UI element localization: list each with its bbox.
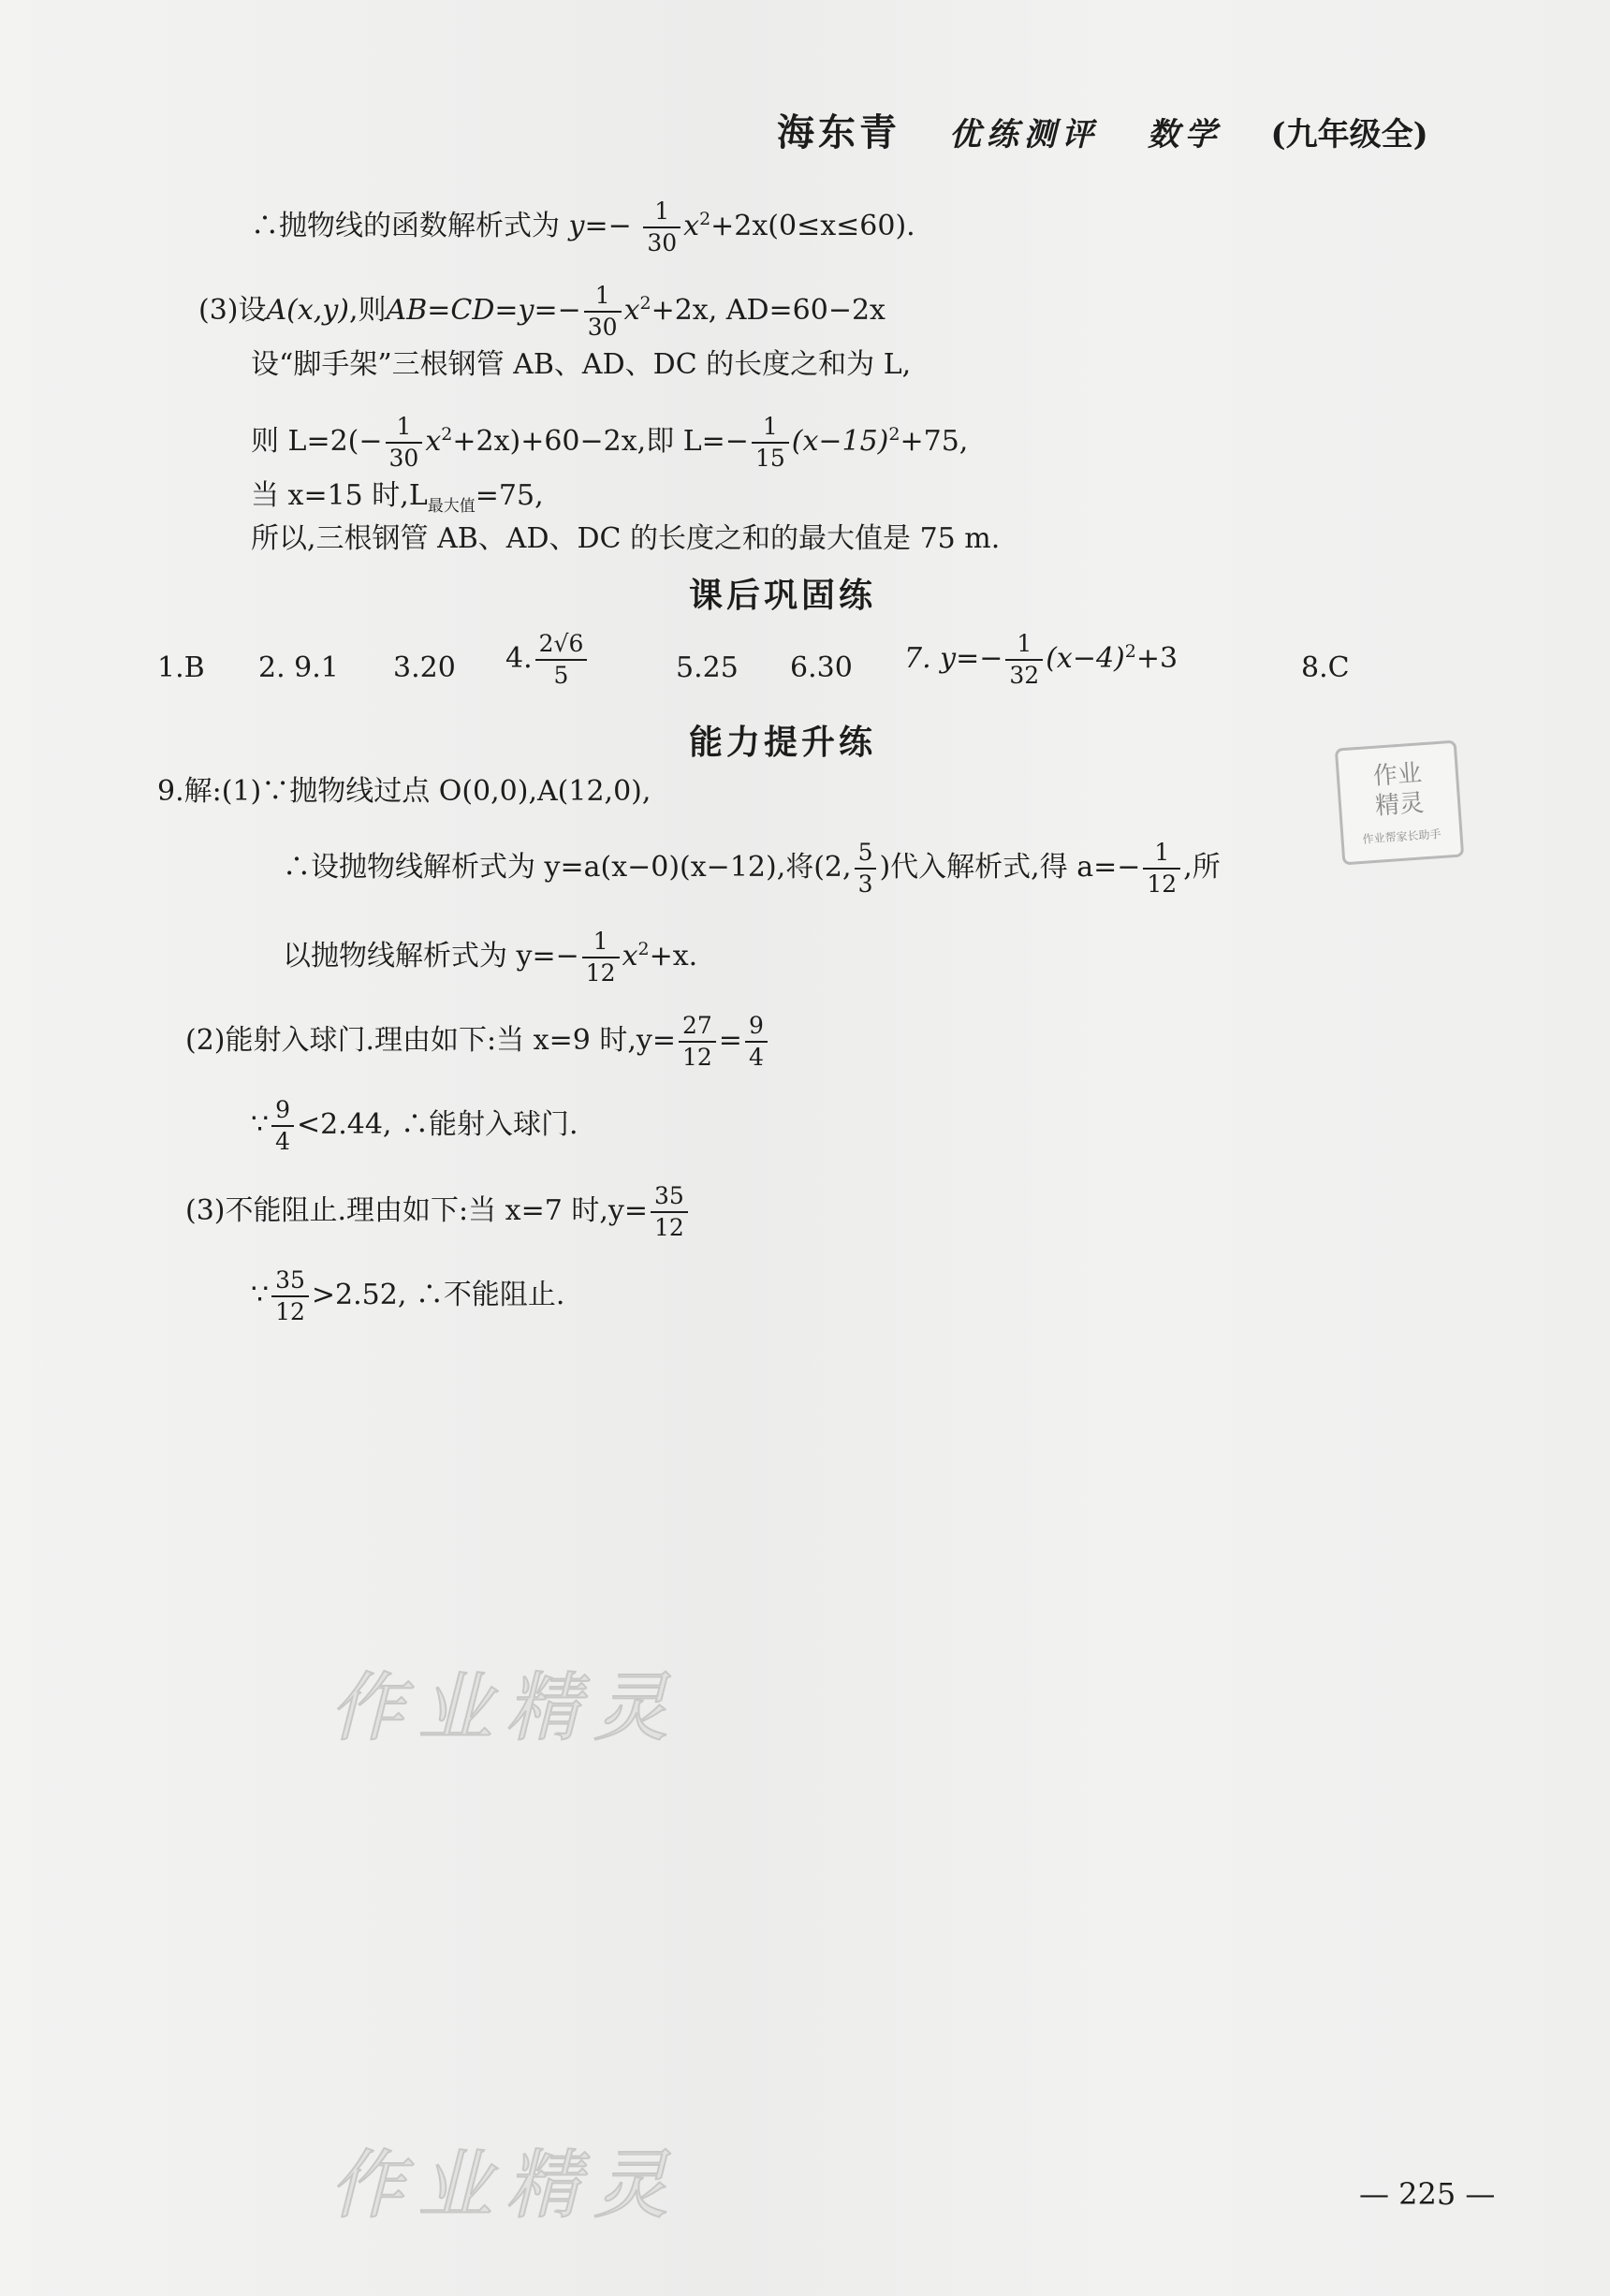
text: =75, — [475, 479, 544, 512]
numerator: 1 — [582, 927, 620, 958]
text: ∴设抛物线解析式为 y=a(x−0)(x−12),将(2, — [283, 851, 852, 884]
answer-line — [283, 838, 1221, 899]
stamp-caption: 作业帮家长助手 — [1362, 826, 1442, 846]
exponent: 2 — [699, 209, 711, 229]
subscript: 最大值 — [427, 497, 476, 516]
math: (x−15) — [791, 425, 889, 458]
denominator: 30 — [647, 229, 678, 256]
answer-8: 8.C — [1301, 651, 1350, 684]
denominator: 12 — [1147, 870, 1178, 898]
numerator: 35 — [651, 1181, 688, 1213]
fraction — [535, 629, 588, 691]
text: ∵ — [251, 1279, 270, 1311]
denominator: 32 — [1009, 662, 1040, 689]
watermark: 作业精灵 — [329, 2142, 681, 2229]
stamp-text: 精灵 — [1374, 789, 1426, 821]
fraction — [271, 1095, 294, 1157]
exponent: 2 — [888, 424, 900, 445]
text: = — [718, 1024, 742, 1057]
watermark: 作业精灵 — [329, 1664, 681, 1751]
stamp-text: 作业 — [1371, 759, 1423, 791]
answer-line — [251, 412, 968, 474]
fraction — [679, 1011, 716, 1073]
answer-line — [198, 281, 886, 343]
page-header — [777, 103, 1428, 156]
fraction — [651, 1181, 688, 1243]
answer-line — [251, 477, 544, 525]
text: 设“脚手架”三根钢管 AB、AD、DC 的长度之和为 L, — [251, 348, 912, 381]
text: >2.52, ∴不能阻止. — [311, 1279, 565, 1311]
denominator: 4 — [275, 1128, 290, 1155]
text: 则 L=2(− — [251, 425, 383, 458]
header-brand: 海东青 — [777, 111, 900, 154]
numerator: 1 — [584, 281, 622, 313]
text: +2x)+60−2x,即 L=− — [452, 425, 749, 458]
math: (x−4) — [1046, 642, 1125, 675]
math: x — [683, 210, 700, 242]
header-grade: (九年级全) — [1270, 116, 1428, 154]
text: (2)能射入球门.理由如下:当 x=9 时,y= — [185, 1024, 676, 1057]
answer-line — [251, 197, 915, 258]
denominator: 12 — [275, 1298, 305, 1325]
answer-3: 3.20 — [393, 651, 456, 684]
numerator: 27 — [679, 1011, 716, 1043]
denominator: 30 — [388, 445, 419, 472]
text: +3 — [1135, 642, 1178, 675]
numerator: 9 — [271, 1095, 294, 1127]
section-title: 课后巩固练 — [689, 577, 877, 615]
math: x — [622, 940, 638, 973]
denominator: 15 — [754, 445, 785, 472]
stamp-logo — [1335, 740, 1464, 866]
answer-line — [251, 346, 911, 384]
numerator: 2√6 — [535, 629, 588, 661]
answer-line — [283, 927, 697, 988]
answer-line — [251, 1265, 564, 1327]
denominator: 12 — [585, 959, 616, 987]
text: <2.44, ∴能射入球门. — [297, 1108, 578, 1141]
answer-1: 1.B — [157, 651, 205, 684]
text: (3)不能阻止.理由如下:当 x=7 时,y= — [185, 1194, 648, 1227]
fraction — [643, 197, 681, 258]
fraction — [752, 412, 789, 474]
numerator: 1 — [1005, 629, 1043, 661]
math: x — [623, 294, 640, 327]
answer-line — [185, 1011, 770, 1073]
text: ∵ — [251, 1108, 270, 1141]
answer-6: 6.30 — [790, 651, 853, 684]
text: (3)设 — [198, 294, 267, 327]
text: 所以,三根钢管 AB、AD、DC 的长度之和的最大值是 75 m. — [251, 522, 1001, 555]
exponent: 2 — [441, 424, 453, 445]
numerator: 9 — [745, 1011, 768, 1043]
exponent: 2 — [1124, 641, 1136, 662]
answer-2: 2. 9.1 — [258, 651, 339, 684]
text: +2x(0≤x≤60). — [710, 210, 915, 242]
text: +x. — [649, 940, 698, 973]
denominator: 4 — [748, 1044, 764, 1071]
fraction — [386, 412, 423, 474]
fraction — [1143, 838, 1180, 899]
text: ,所 — [1183, 851, 1221, 884]
denominator: 3 — [857, 870, 873, 898]
header-subtitle: 优练测评 — [948, 116, 1099, 154]
text: 当 x=15 时,L — [251, 479, 428, 512]
text: )代入解析式,得 a=− — [879, 851, 1141, 884]
math: y=− — [568, 210, 632, 242]
page-number: — 225 — — [1359, 2176, 1496, 2212]
answer-line — [185, 1181, 691, 1243]
math: AB=CD=y=− — [386, 294, 581, 327]
text: +75, — [900, 425, 969, 458]
denominator: 12 — [653, 1214, 684, 1241]
text: 4. — [505, 642, 533, 675]
answer-line — [251, 1095, 578, 1157]
math: x — [425, 425, 442, 458]
numerator: 1 — [643, 197, 681, 228]
text: +2x, AD=60−2x — [651, 294, 886, 327]
answer-4 — [505, 629, 590, 691]
section-title: 能力提升练 — [689, 724, 877, 762]
denominator: 12 — [681, 1044, 712, 1071]
denominator: 5 — [553, 662, 569, 689]
answer-5: 5.25 — [676, 651, 739, 684]
fraction — [582, 927, 620, 988]
numerator: 1 — [386, 412, 423, 444]
numerator: 1 — [1143, 838, 1180, 870]
fraction — [745, 1011, 768, 1073]
numerator: 1 — [752, 412, 789, 444]
exponent: 2 — [639, 293, 651, 314]
text: 9.解:(1)∵抛物线过点 O(0,0),A(12,0), — [157, 775, 651, 808]
exponent: 2 — [637, 939, 650, 959]
text: ∴抛物线的函数解析式为 — [251, 210, 560, 242]
answer-line — [157, 773, 651, 811]
text: 以抛物线解析式为 y=− — [283, 940, 579, 973]
answer-7 — [904, 629, 1178, 691]
answer-line — [251, 520, 1000, 558]
text: ,则 — [348, 294, 387, 327]
numerator: 35 — [271, 1265, 309, 1297]
fraction — [584, 281, 622, 343]
math: A(x,y) — [266, 294, 349, 327]
math: 7. y=− — [904, 642, 1003, 675]
fraction — [271, 1265, 309, 1327]
fraction — [1005, 629, 1043, 691]
numerator: 5 — [855, 838, 877, 870]
denominator: 30 — [587, 314, 618, 341]
fraction — [855, 838, 877, 899]
header-subject: 数学 — [1147, 116, 1222, 154]
